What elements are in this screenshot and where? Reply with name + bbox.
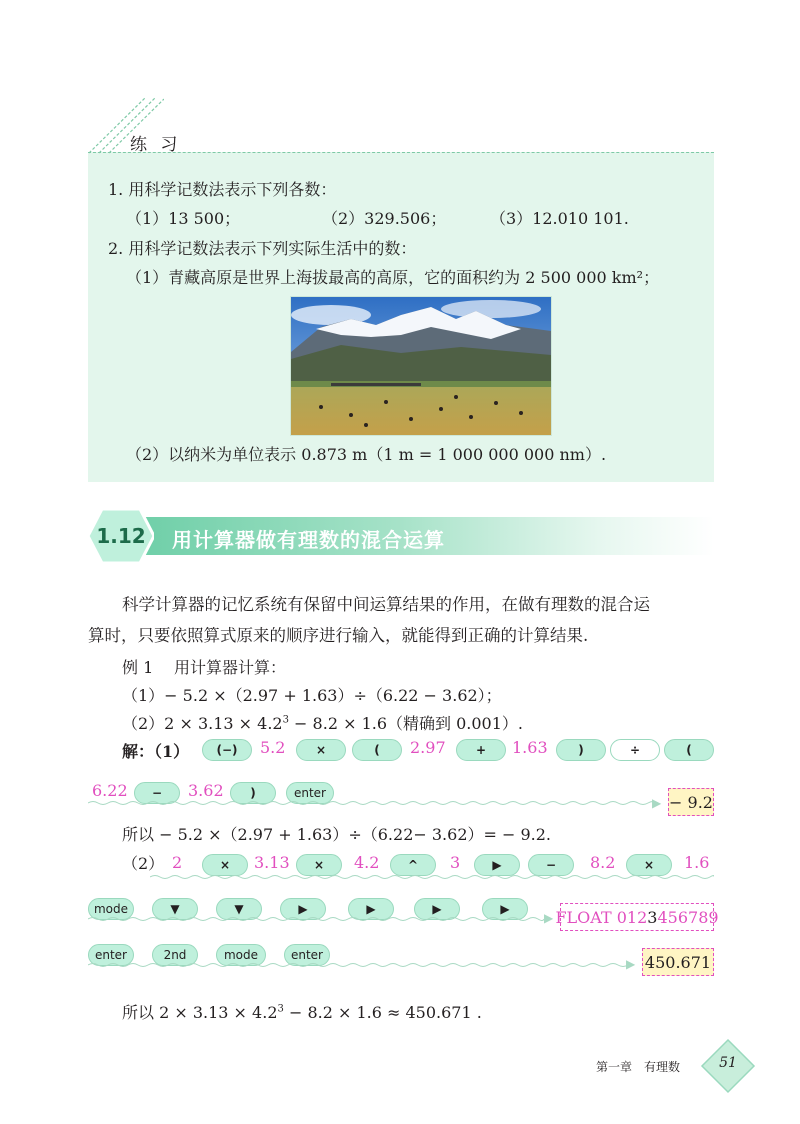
- calc-value: 2.97: [410, 738, 446, 757]
- calc-key-rparen[interactable]: ): [230, 782, 276, 804]
- calc-key-minus[interactable]: −: [528, 854, 574, 876]
- arrow-icon: ▶: [626, 957, 636, 971]
- arrow-icon: ▶: [652, 796, 662, 810]
- calc-value: 4.2: [354, 853, 380, 872]
- calc-value: 6.22: [92, 781, 128, 800]
- sequence-wave-line: [150, 874, 714, 880]
- exercise-q1-c: （3）12.010 101.: [490, 209, 629, 228]
- calc-key-times[interactable]: ×: [296, 739, 346, 761]
- calc-value: 1.63: [512, 738, 548, 757]
- calc-key-enter[interactable]: enter: [88, 944, 134, 966]
- part-2-label: （2）: [122, 854, 165, 873]
- conclusion-1: 所以 − 5.2 ×（2.97 + 1.63）÷（6.22− 3.62）= − 9.2.: [122, 825, 552, 844]
- exercise-title: 练 习: [130, 135, 182, 155]
- arrow-icon: ▶: [544, 911, 554, 925]
- calc-key-plus[interactable]: +: [456, 739, 506, 761]
- example-label: 例 1: [122, 658, 154, 677]
- conclusion-2-text: 所以 2 × 3.13 × 4.2: [122, 1003, 278, 1022]
- float-highlight: 3: [647, 907, 658, 927]
- example-line-2-exponent: 3: [282, 714, 289, 726]
- exercise-q2-1: （1）青藏高原是世界上海拔最高的高原，它的面积约为 2 500 000 km²；: [126, 268, 660, 287]
- conclusion-2-exponent: 3: [277, 1003, 284, 1015]
- conclusion-2-rest: − 8.2 × 1.6 ≈ 450.671 .: [283, 1003, 482, 1022]
- calc-key-2nd[interactable]: 2nd: [152, 944, 198, 966]
- calc-value: 1.6: [684, 853, 710, 872]
- calc-key-right[interactable]: ▶: [482, 898, 528, 920]
- calc-key-lparen[interactable]: (: [664, 739, 714, 761]
- calc-value: 2: [172, 853, 183, 872]
- calc-key-times[interactable]: ×: [296, 854, 342, 876]
- calc-value: 3: [450, 853, 461, 872]
- float-text-suffix: 456789: [657, 907, 719, 927]
- calc-key-mode[interactable]: mode: [216, 944, 266, 966]
- calc-key-down[interactable]: ▼: [152, 898, 198, 920]
- calc-value: 3.13: [254, 853, 290, 872]
- sequence-wave-line: [88, 916, 544, 922]
- example-line-2-text: （2）2 × 3.13 × 4.2: [122, 714, 283, 733]
- section-number: 1.12: [96, 524, 146, 548]
- exercise-question-2: 2. 用科学记数法表示下列实际生活中的数：: [108, 239, 417, 258]
- calc-key-right[interactable]: ▶: [280, 898, 326, 920]
- float-text: FLOAT 012: [555, 907, 648, 927]
- solution-label: 解：（1）: [122, 742, 190, 761]
- exercise-q1-a: （1）13 500；: [126, 209, 241, 228]
- exercise-q1-b: （2）329.506；: [322, 209, 447, 228]
- example-line-2-rest: − 8.2 × 1.6（精确到 0.001）.: [288, 714, 523, 733]
- calc-value: 8.2: [590, 853, 616, 872]
- calc-key-rparen[interactable]: ): [556, 739, 606, 761]
- calc-result-1: − 9.2: [668, 788, 714, 816]
- footer-chapter: 第一章 有理数: [596, 1060, 681, 1074]
- plateau-landscape-photo: [290, 296, 552, 436]
- section-title: 用计算器做有理数的混合运算: [172, 528, 445, 552]
- calc-key-right[interactable]: ▶: [474, 854, 520, 876]
- calc-key-divide[interactable]: ÷: [610, 739, 660, 761]
- calc-key-down[interactable]: ▼: [216, 898, 262, 920]
- calc-key-right[interactable]: ▶: [414, 898, 460, 920]
- calc-key-right[interactable]: ▶: [348, 898, 394, 920]
- calc-key-negative[interactable]: (−): [202, 739, 252, 761]
- example-line-1: （1）− 5.2 ×（2.97 + 1.63）÷（6.22 − 3.62）；: [122, 686, 502, 705]
- calc-key-times[interactable]: ×: [202, 854, 248, 876]
- example-line-2: [122, 711, 523, 734]
- calc-key-caret[interactable]: ^: [390, 854, 436, 876]
- calc-key-times[interactable]: ×: [626, 854, 672, 876]
- calc-key-lparen[interactable]: (: [352, 739, 402, 761]
- calc-display-float: [555, 903, 719, 931]
- exercise-q2-2: （2）以纳米为单位表示 0.873 m（1 m = 1 000 000 000 nm）.: [126, 445, 607, 464]
- sequence-wave-line: [88, 962, 628, 968]
- exercise-divider: [88, 152, 714, 153]
- calc-key-minus[interactable]: −: [134, 782, 180, 804]
- exercise-question-1: 1. 用科学记数法表示下列各数：: [108, 180, 337, 199]
- calc-key-enter[interactable]: enter: [284, 944, 330, 966]
- calc-key-enter[interactable]: enter: [286, 782, 334, 804]
- sequence-wave-line: [88, 800, 658, 806]
- calc-result-2: 450.671: [642, 948, 714, 976]
- calc-value: 3.62: [188, 781, 224, 800]
- calc-value: 5.2: [260, 738, 286, 757]
- conclusion-2: [122, 1000, 482, 1023]
- calc-key-mode[interactable]: mode: [88, 898, 134, 920]
- example-text: 用计算器计算：: [174, 658, 287, 677]
- page-number: 51: [719, 1055, 737, 1071]
- body-paragraph-line-1: 科学计算器的记忆系统有保留中间运算结果的作用，在做有理数的混合运: [122, 595, 650, 614]
- body-paragraph-line-2: 算时，只要依照算式原来的顺序进行输入，就能得到正确的计算结果.: [88, 626, 589, 645]
